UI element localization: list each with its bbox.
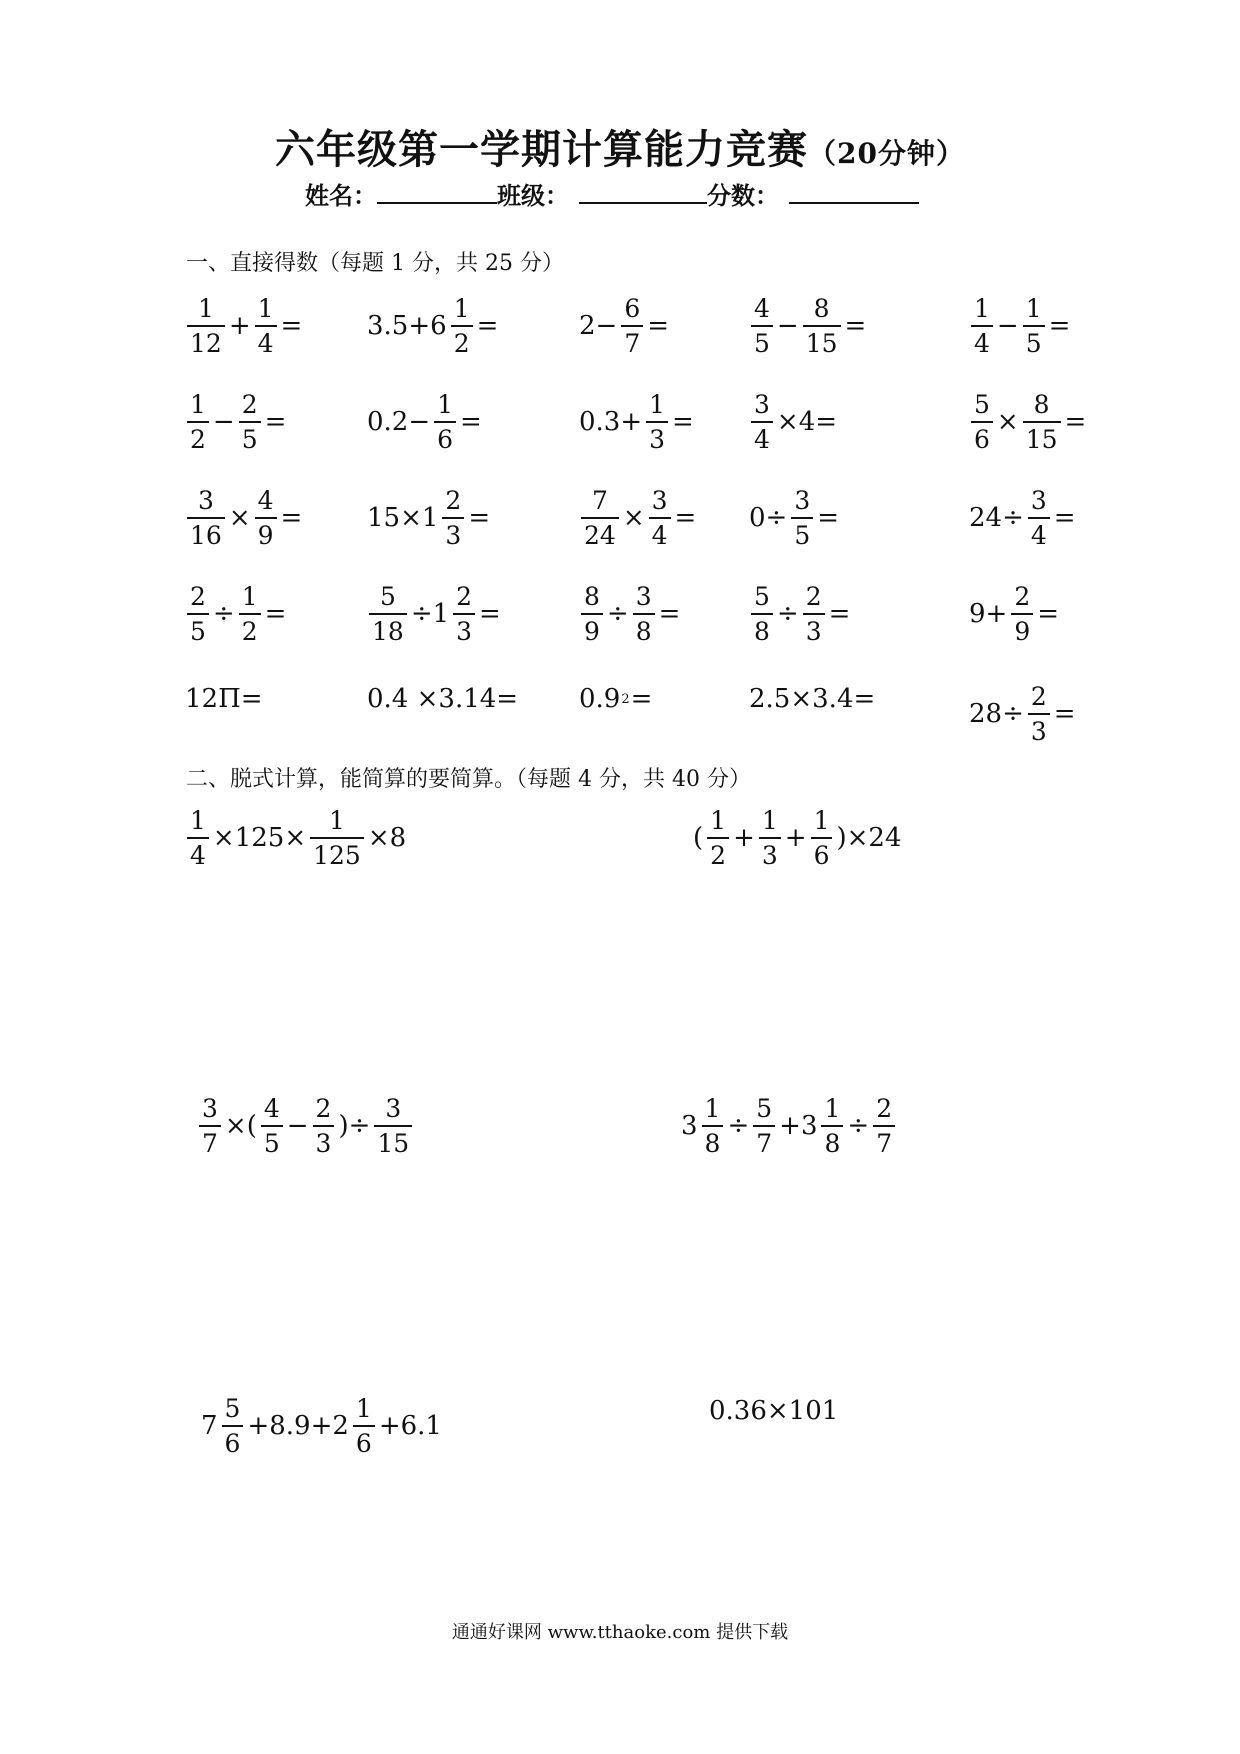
- student-info-line: [305, 176, 919, 211]
- oral-problem: [366, 488, 491, 548]
- fraction: [971, 296, 993, 356]
- fraction: [239, 392, 261, 452]
- title-duration: （20分钟）: [808, 137, 965, 170]
- denominator: 8: [821, 1125, 843, 1156]
- fraction: [1011, 584, 1033, 644]
- numerator: 1: [329, 806, 345, 835]
- oral-problem: [968, 296, 1071, 356]
- denominator: 3: [453, 613, 475, 644]
- oral-problem: [578, 584, 681, 644]
- fraction: [451, 296, 473, 356]
- oral-problem: [184, 584, 287, 644]
- fraction: [751, 392, 773, 452]
- oral-problem: [968, 584, 1060, 644]
- denominator: 15: [1023, 421, 1061, 452]
- numerator: 2: [445, 486, 462, 515]
- fraction: [753, 1096, 775, 1156]
- numerator: 1: [453, 294, 470, 323]
- oral-problem: [366, 684, 519, 714]
- numerator: 1: [649, 390, 666, 419]
- expr-text: )÷: [338, 1111, 371, 1141]
- expr-text: =: [672, 407, 694, 437]
- numerator: 2: [876, 1094, 893, 1123]
- fraction: [1023, 296, 1045, 356]
- numerator: 7: [591, 486, 608, 515]
- oral-problem: [366, 584, 502, 644]
- expr-text: =: [1064, 407, 1087, 437]
- oral-problem: [184, 296, 303, 356]
- expr-text: 2−: [579, 311, 618, 341]
- denominator: 3: [646, 421, 668, 452]
- fraction: [313, 1096, 335, 1156]
- fraction: [581, 488, 619, 548]
- numerator: 4: [257, 486, 274, 515]
- denominator: 3: [1028, 713, 1050, 744]
- expr-text: =: [479, 599, 501, 629]
- denominator: 7: [621, 325, 643, 356]
- denominator: 9: [255, 517, 277, 548]
- expr-text: 0.3+: [579, 407, 643, 437]
- expr-text: +: [228, 311, 251, 341]
- section-1-heading: 一、直接得数（每题 1 分，共 25 分）: [186, 251, 564, 276]
- expr-text: ×4=: [776, 407, 838, 437]
- fraction: [239, 584, 261, 644]
- denominator: 6: [222, 1425, 244, 1456]
- expr-text: 24÷: [969, 503, 1024, 533]
- numerator: 1: [1025, 294, 1042, 323]
- calc-problem: [692, 808, 902, 868]
- numerator: 3: [202, 1094, 218, 1123]
- expr-text: 3.5+6: [367, 311, 447, 341]
- fraction: [1028, 684, 1050, 744]
- numerator: 1: [974, 294, 990, 323]
- expr-text: ÷: [606, 599, 629, 629]
- fraction: [791, 488, 813, 548]
- denominator: 3: [759, 837, 781, 868]
- numerator: 4: [263, 1094, 280, 1123]
- section-2-heading: 二、脱式计算，能简算的要简算。（每题 4 分，共 40 分）: [186, 767, 751, 792]
- oral-problem: [748, 488, 840, 548]
- denominator: 18: [369, 613, 407, 644]
- numerator: 1: [241, 582, 258, 611]
- expr-text: =: [264, 599, 287, 629]
- denominator: 5: [187, 613, 209, 644]
- numerator: 8: [813, 294, 830, 323]
- expr-text: 0.4 ×3.14=: [367, 684, 519, 714]
- oral-problem: [184, 684, 264, 714]
- expr-text: ×125×: [212, 823, 307, 853]
- score-field[interactable]: [789, 182, 919, 204]
- fraction: [353, 1396, 375, 1456]
- expr-text: ÷: [776, 599, 799, 629]
- numerator: 1: [190, 390, 206, 419]
- fraction: [310, 808, 364, 868]
- numerator: 1: [704, 1094, 721, 1123]
- fraction: [811, 808, 833, 868]
- fraction: [751, 584, 773, 644]
- denominator: 8: [702, 1125, 724, 1156]
- expr-text: 9+: [969, 599, 1008, 629]
- footer-credit: 通通好课网 www.tthaoke.com 提供下载: [451, 1622, 789, 1643]
- denominator: 15: [803, 325, 841, 356]
- numerator: 2: [805, 582, 822, 611]
- expr-text: =: [280, 311, 303, 341]
- denominator: 16: [187, 517, 225, 548]
- oral-problem: [184, 392, 287, 452]
- expr-text: =: [630, 684, 653, 714]
- calc-problem: [184, 808, 407, 868]
- expr-text: 0.36×101: [709, 1396, 839, 1426]
- expr-text: )×24: [836, 823, 902, 853]
- expr-text: =: [828, 599, 851, 629]
- title-main: 六年级第一学期计算能力竞赛: [275, 126, 809, 173]
- fraction: [759, 808, 781, 868]
- expr-text: 12Π=: [185, 684, 263, 714]
- fraction: [199, 1096, 221, 1156]
- oral-problem: [968, 684, 1077, 744]
- fraction: [187, 808, 209, 868]
- fraction: [621, 296, 643, 356]
- fraction: [255, 488, 277, 548]
- numerator: 1: [824, 1094, 841, 1123]
- denominator: 12: [187, 325, 225, 356]
- expr-text: ×: [996, 407, 1019, 437]
- numerator: 8: [584, 582, 600, 611]
- denominator: 5: [239, 421, 261, 452]
- page-title: [0, 118, 1240, 175]
- numerator: 1: [437, 390, 454, 419]
- denominator: 125: [310, 837, 364, 868]
- expr-text: −: [996, 311, 1019, 341]
- denominator: 4: [187, 837, 209, 868]
- calc-problem: [708, 1396, 839, 1426]
- denominator: 5: [751, 325, 773, 356]
- expr-text: 15×1: [367, 503, 439, 533]
- oral-problem: [748, 584, 851, 644]
- fraction: [873, 1096, 895, 1156]
- expr-text: =: [476, 311, 499, 341]
- expr-text: =: [658, 599, 681, 629]
- expr-text: ÷1: [410, 599, 450, 629]
- denominator: 5: [261, 1125, 283, 1156]
- numerator: 1: [710, 806, 727, 835]
- oral-problem: [578, 392, 695, 452]
- numerator: 2: [315, 1094, 332, 1123]
- denominator: 4: [649, 517, 671, 548]
- expr-text: +8.9+2: [247, 1411, 349, 1441]
- numerator: 1: [761, 806, 778, 835]
- numerator: 8: [1033, 390, 1050, 419]
- numerator: 2: [190, 582, 206, 611]
- denominator: 8: [751, 613, 773, 644]
- denominator: 6: [353, 1425, 375, 1456]
- fraction: [702, 1096, 724, 1156]
- fraction: [434, 392, 456, 452]
- fraction: [803, 584, 825, 644]
- oral-problem: [748, 392, 838, 452]
- oral-problem: [578, 684, 653, 714]
- expr-text: ×: [228, 503, 251, 533]
- fraction: [633, 584, 655, 644]
- exponent: 2: [621, 691, 630, 707]
- oral-problem: [578, 488, 697, 548]
- expr-text: 28÷: [969, 699, 1024, 729]
- denominator: 9: [581, 613, 603, 644]
- oral-problem: [578, 296, 670, 356]
- numerator: 4: [754, 294, 770, 323]
- expr-text: ×: [622, 503, 645, 533]
- denominator: 4: [971, 325, 993, 356]
- denominator: 24: [581, 517, 619, 548]
- oral-problem: [968, 392, 1087, 452]
- expr-text: +: [784, 823, 807, 853]
- expr-text: =: [264, 407, 287, 437]
- expr-text: 0÷: [749, 503, 788, 533]
- fraction: [649, 488, 671, 548]
- fraction: [369, 584, 407, 644]
- expr-text: +6.1: [378, 1411, 442, 1441]
- numerator: 1: [197, 294, 214, 323]
- numerator: 3: [651, 486, 668, 515]
- fraction: [453, 584, 475, 644]
- expr-text: (: [693, 823, 704, 853]
- oral-problem: [366, 296, 499, 356]
- name-label: 姓名：: [305, 181, 377, 210]
- fraction: [803, 296, 841, 356]
- denominator: 9: [1011, 613, 1033, 644]
- numerator: 5: [974, 390, 990, 419]
- expr-text: ÷: [727, 1111, 750, 1141]
- expr-text: −: [212, 407, 235, 437]
- denominator: 8: [633, 613, 655, 644]
- denominator: 15: [374, 1125, 412, 1156]
- expr-text: =: [817, 503, 840, 533]
- fraction: [187, 296, 225, 356]
- expr-text: 3: [681, 1111, 698, 1141]
- expr-text: =: [280, 503, 303, 533]
- numerator: 5: [754, 582, 770, 611]
- expr-text: +: [733, 823, 755, 853]
- expr-text: 2.5×3.4=: [749, 684, 876, 714]
- oral-problem: [968, 488, 1077, 548]
- denominator: 5: [1023, 325, 1045, 356]
- fraction: [581, 584, 603, 644]
- expr-text: =: [1048, 311, 1071, 341]
- denominator: 7: [199, 1125, 221, 1156]
- numerator: 2: [1014, 582, 1031, 611]
- numerator: 3: [635, 582, 652, 611]
- calc-problem: [196, 1096, 415, 1156]
- expr-text: +3: [779, 1111, 818, 1141]
- numerator: 6: [624, 294, 641, 323]
- numerator: 5: [224, 1394, 241, 1423]
- fraction: [707, 808, 729, 868]
- fraction: [255, 296, 277, 356]
- expr-text: ×(: [224, 1111, 257, 1141]
- fraction: [187, 488, 225, 548]
- denominator: 3: [803, 613, 825, 644]
- denominator: 5: [791, 517, 813, 548]
- denominator: 4: [255, 325, 277, 356]
- expr-text: =: [1037, 599, 1060, 629]
- expr-text: ÷: [847, 1111, 870, 1141]
- denominator: 4: [1028, 517, 1050, 548]
- oral-problem: [184, 488, 303, 548]
- denominator: 7: [873, 1125, 895, 1156]
- numerator: 3: [794, 486, 811, 515]
- fraction: [1023, 392, 1061, 452]
- denominator: 3: [313, 1125, 335, 1156]
- calc-problem: [200, 1396, 443, 1456]
- fraction: [442, 488, 464, 548]
- numerator: 3: [754, 390, 770, 419]
- denominator: 2: [451, 325, 473, 356]
- fraction: [374, 1096, 412, 1156]
- calc-problem: [680, 1096, 898, 1156]
- numerator: 3: [197, 486, 214, 515]
- numerator: 2: [241, 390, 258, 419]
- expr-text: 0.9: [579, 684, 621, 714]
- expr-text: =: [1053, 699, 1076, 729]
- expr-text: 7: [201, 1411, 218, 1441]
- oral-problem: [748, 296, 867, 356]
- expr-text: =: [1053, 503, 1076, 533]
- expr-text: 0.2−: [367, 407, 431, 437]
- fraction: [222, 1396, 244, 1456]
- numerator: 5: [756, 1094, 773, 1123]
- expr-text: =: [460, 407, 482, 437]
- denominator: 6: [811, 837, 833, 868]
- expr-text: −: [286, 1111, 309, 1141]
- denominator: 4: [751, 421, 773, 452]
- fraction: [187, 392, 209, 452]
- numerator: 1: [190, 806, 206, 835]
- expr-text: −: [776, 311, 799, 341]
- denominator: 2: [187, 421, 209, 452]
- numerator: 1: [813, 806, 830, 835]
- class-label: 班级：: [497, 181, 569, 210]
- numerator: 1: [355, 1394, 372, 1423]
- expr-text: ÷: [212, 599, 235, 629]
- denominator: 7: [753, 1125, 775, 1156]
- fraction: [751, 296, 773, 356]
- class-field[interactable]: [579, 182, 707, 204]
- score-label: 分数：: [707, 181, 779, 210]
- denominator: 6: [971, 421, 993, 452]
- name-field[interactable]: [377, 182, 497, 204]
- oral-problem: [366, 392, 483, 452]
- oral-problem: [748, 684, 876, 714]
- fraction: [1028, 488, 1050, 548]
- expr-text: =: [647, 311, 670, 341]
- denominator: 2: [239, 613, 261, 644]
- fraction: [646, 392, 668, 452]
- numerator: 3: [1030, 486, 1047, 515]
- denominator: 2: [707, 837, 729, 868]
- numerator: 1: [257, 294, 274, 323]
- expr-text: ×8: [367, 823, 407, 853]
- numerator: 3: [385, 1094, 402, 1123]
- fraction: [821, 1096, 843, 1156]
- denominator: 6: [434, 421, 456, 452]
- expr-text: =: [674, 503, 697, 533]
- numerator: 2: [1030, 682, 1047, 711]
- expr-text: =: [844, 311, 867, 341]
- numerator: 2: [456, 582, 473, 611]
- fraction: [261, 1096, 283, 1156]
- expr-text: =: [468, 503, 491, 533]
- fraction: [187, 584, 209, 644]
- numerator: 5: [379, 582, 396, 611]
- fraction: [971, 392, 993, 452]
- denominator: 3: [442, 517, 464, 548]
